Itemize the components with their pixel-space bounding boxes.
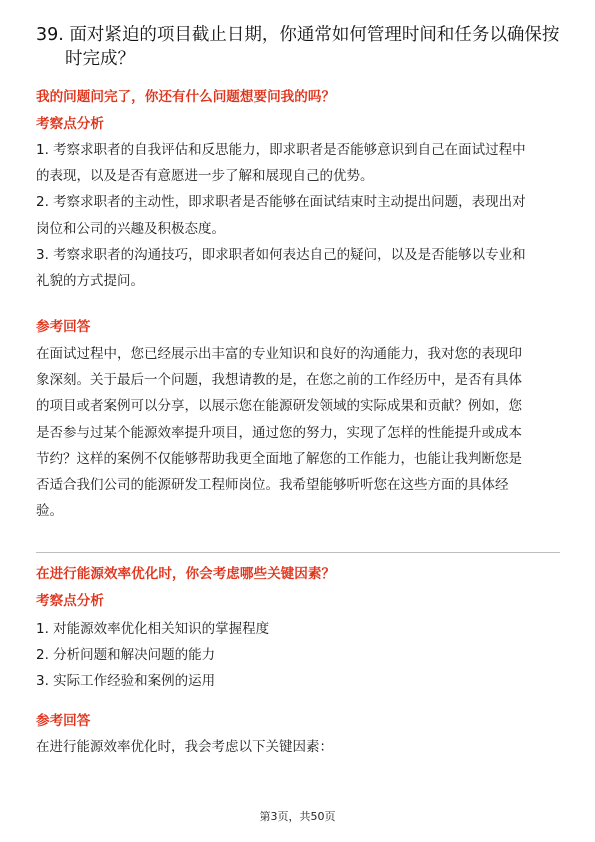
analysis-line: 2. 分析问题和解决问题的能力: [36, 647, 216, 664]
answer-paragraph: [36, 341, 564, 524]
followup-question: 在进行能源效率优化时，你会考虑哪些关键因素？: [36, 566, 336, 582]
answer-section-title: 参考回答: [36, 319, 91, 335]
answer-line: 否适合我们公司的能源研发工程师岗位。我希望能够听听您在这些方面的具体经: [36, 476, 509, 493]
analysis-line: 1. 考察求职者的自我评估和反思能力，即求职者是否能够意识到自己在面试过程中: [36, 142, 526, 158]
answer-paragraph: [36, 734, 564, 760]
analysis-paragraph: [36, 616, 564, 695]
analysis-line: 3. 考察求职者的沟通技巧，即求职者如何表达自己的疑问，以及是否能够以专业和: [36, 246, 526, 263]
analysis-section-title: 考察点分析: [36, 593, 104, 609]
answer-line: 在面试过程中，您已经展示出丰富的专业知识和良好的沟通能力，我对您的表现印: [36, 346, 522, 362]
answer-section-title: 参考回答: [36, 713, 91, 729]
analysis-line: 2. 考察求职者的主动性，即求职者是否能够在面试结束时主动提出问题，表现出对: [36, 194, 526, 211]
followup-question: 我的问题问完了，你还有什么问题想要问我的吗？: [36, 89, 336, 105]
question-number: 39.: [36, 25, 64, 45]
answer-line: 在进行能源效率优化时，我会考虑以下关键因素：: [36, 739, 333, 755]
question-text-line1: 面对紧迫的项目截止日期，你通常如何管理时间和任务以确保按: [69, 25, 560, 45]
answer-line: 象深刻。关于最后一个问题，我想请教的是，在您之前的工作经历中，是否有具体: [36, 372, 522, 389]
analysis-line: 礼貌的方式提问。: [36, 272, 144, 289]
analysis-line: 1. 对能源效率优化相关知识的掌握程度: [36, 621, 270, 637]
answer-line: 的项目或者案例可以分享，以展示您在能源研发领域的实际成果和贡献？例如，您: [36, 398, 522, 415]
question-heading: [36, 23, 566, 71]
answer-line: 节约？这样的案例不仅能够帮助我更全面地了解您的工作能力，也能让我判断您是: [36, 450, 522, 467]
answer-line: 验。: [36, 503, 63, 520]
analysis-section-title: 考察点分析: [36, 116, 104, 132]
answer-line: 是否参与过某个能源效率提升项目，通过您的努力，实现了怎样的性能提升或成本: [36, 424, 522, 441]
question-text-line2: 时完成？: [65, 49, 135, 69]
analysis-line: 3. 实际工作经验和案例的运用: [36, 673, 216, 690]
analysis-line: 岗位和公司的兴趣及积极态度。: [36, 220, 225, 237]
analysis-paragraph: [36, 137, 564, 294]
analysis-line: 的表现，以及是否有意愿进一步了解和展现自己的优势。: [36, 168, 374, 185]
page-footer: 第3页，共50页: [259, 810, 336, 823]
section-divider: [36, 552, 560, 553]
